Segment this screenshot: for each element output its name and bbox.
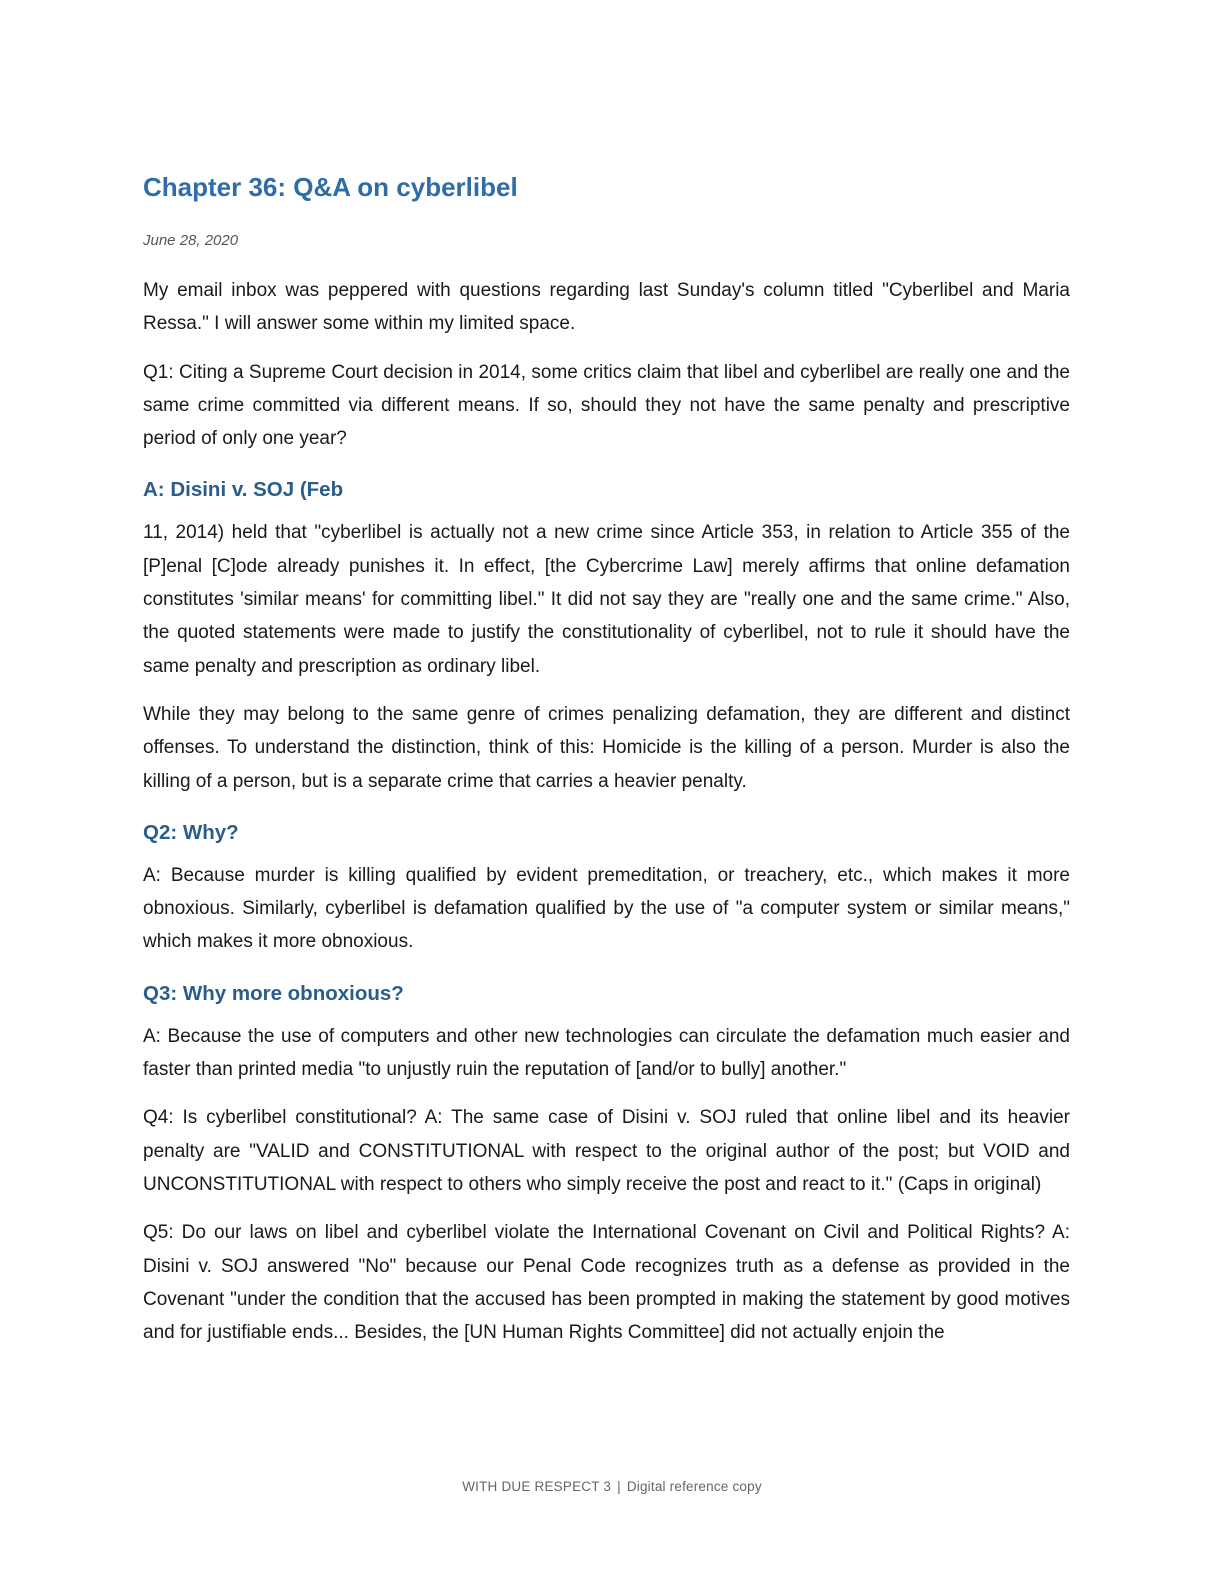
page-footer xyxy=(0,1479,1224,1494)
question-4-paragraph: Q4: Is cyberlibel constitutional? A: The same case of Disini v. SOJ ruled that online libel and its heavier penalty are "VALID and CONSTITUTIONAL with respect to the original author of the post; but VOID and UNCONSTITUTIONAL with respect to others who simply receive the post and react to it." (Caps in original) xyxy=(143,1107,1070,1195)
answer-1-heading: A: Disini v. SOJ (Feb xyxy=(143,478,344,502)
question-3-heading: Q3: Why more obnoxious? xyxy=(143,981,404,1005)
chapter-title: Chapter 36: Q&A on cyberlibel xyxy=(143,172,518,202)
answer-2-paragraph: A: Because murder is killing qualified by evident premeditation, or treachery, etc., which makes it more obnoxious. Similarly, cyberlibel is defamation qualified by the use of "a computer system or similar means," which makes it more obnoxious. xyxy=(143,864,1070,953)
question-1-paragraph: Q1: Citing a Supreme Court decision in 2014, some critics claim that libel and cyberlibel are really one and the same crime committed via different means. If so, should they not have the same penalty and prescriptive period of only one year? xyxy=(143,361,1070,450)
footer-book-title: WITH DUE RESPECT 3 xyxy=(462,1479,612,1494)
question-5-paragraph: Q5: Do our laws on libel and cyberlibel violate the International Covenant on Civil and Political Rights? A: Disini v. SOJ answered "No" because our Penal Code recognizes truth as a defense as provided in the Covenant "under the condition that the accused has been prompted in making the statement by good motives and for justifiable ends... Besides, the [UN Human Rights Committee] did not actually enjoin the xyxy=(143,1222,1070,1344)
answer-1-followup-paragraph: While they may belong to the same genre of crimes penalizing defamation, they are different and distinct offenses. To understand the distinction, think of this: Homicide is the killing of a person. Murder is also the killing of a person, but is a separate crime that carries a heavier penalty. xyxy=(143,703,1070,792)
publication-date: June 28, 2020 xyxy=(143,232,239,249)
question-2-heading: Q2: Why? xyxy=(143,820,239,844)
article-body xyxy=(143,274,1070,1364)
footer-note: Digital reference copy xyxy=(626,1479,762,1494)
document-page xyxy=(143,0,1070,1584)
answer-3-paragraph: A: Because the use of computers and other new technologies can circulate the defamation much easier and faster than printed media "to unjustly ruin the reputation of [and/or to bully] another." xyxy=(143,1025,1070,1081)
intro-paragraph: My email inbox was peppered with questions regarding last Sunday's column titled "Cyberlibel and Maria Ressa." I will answer some within my limited space. xyxy=(143,280,1070,335)
footer-separator: | xyxy=(617,1479,621,1494)
answer-1-paragraph: 11, 2014) held that "cyberlibel is actually not a new crime since Article 353, in relation to Article 355 of the [P]enal [C]ode already punishes it. In effect, [the Cybercrime Law] merely affirms that online defamation constitutes 'similar means' for committing libel." It did not say they are "really one and the same crime." Also, the quoted statements were made to justify the constitutionality of cyberlibel, not to rule it should have the same penalty and prescription as ordinary libel. xyxy=(143,522,1070,677)
